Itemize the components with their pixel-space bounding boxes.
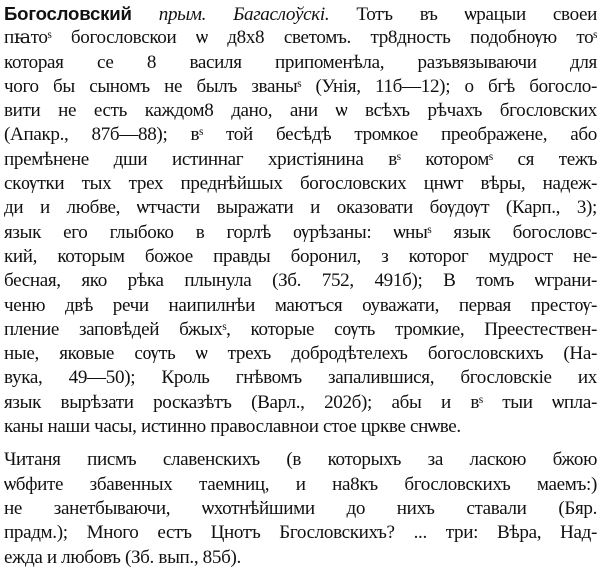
entry-text-line: язык вырѣзати росказѣтъ (Варл., 202б); абы и вˢ тыи ѡпла- [4, 391, 597, 413]
entry-text-line: каны наши часы, истинно православнои стое цркве снѡве. [4, 416, 461, 438]
entry-text-line: кий, которым божое правды боронил, з которог мудрост не- [4, 245, 597, 267]
entry-text-line: не занетбываючи, ѡхотнѣйшими до нихъ ставали (Бяр. [4, 497, 597, 519]
entry-text-line: пление заповѣдей бжыхˢ, которые сѹть тромкие, Преестествен- [4, 318, 597, 340]
entry-text-line: ежда и любовъ (Зб. вып., 85б). [4, 546, 241, 568]
entry-text-line: чого бы сыномъ не былъ званыˢ (Унія, 11б—12); о бгѣ богосло- [4, 75, 597, 97]
entry-text-line: (Апакр., 87б—88); вˢ той бесѣдѣ тромкое преображене, або [4, 124, 597, 146]
entry-text-line: ченю двѣ речи наипилнѣи маютъся оуважати, первая престѹ- [4, 294, 597, 316]
entry-text-line: премѣнене дши истиннаг христіянина вˢ которомˢ ся тежъ [4, 148, 597, 170]
entry-text-line: прадм.); Много естъ Цнотъ Бгословскихъ? ... три: Вѣра, Над- [4, 522, 597, 544]
entry-text-line: пꙗтоˢ богословскои ѡ д8х8 светомъ. тр8дность подобнѹю тоˢ [4, 27, 597, 49]
entry-text-line: вука, 49—50); Кроль гнѣвомъ запалившися, бгословскіе их [4, 367, 597, 389]
entry-text-line: Тотъ въ ѡрацыи своеи [356, 4, 597, 25]
dictionary-entry [4, 2, 597, 570]
entry-line-1 [4, 2, 597, 26]
entry-text-line: скѹтки тых трех преднѣйшых богословских цнѡт вѣры, надеж- [4, 173, 597, 195]
entry-text-line: бесная, яко рѣка плынула (Зб. 752, 491б); В томъ ѡграни- [4, 270, 597, 292]
entry-text-line: язык его глыбоко в горлѣ ѹрѣзаны: ѡныˢ язык богословс- [4, 221, 597, 243]
headword: Богословский [4, 3, 132, 24]
entry-text-line: ди и любве, ѡтчасти выражати и оказовати бѹдѹт (Карп., 3); [4, 197, 597, 219]
entry-text-line: ѡбфите збавенных таемниц, и на8къ бгословскихъ маемъ:) [4, 473, 597, 495]
entry-text-line: Читаня писмъ славенскихъ (в которыхъ за ласкою бжою [4, 449, 597, 471]
entry-text-line: которая се 8 василя припоменѣла, разъвязываючи для [4, 51, 597, 73]
entry-text-line: вити не есть каждом8 дано, ани ѡ всѣхъ рѣчахъ бгословских [4, 100, 597, 122]
entry-text-line: ные, яковые сѹть ѡ трехъ добродѣтелехъ богословскихъ (На- [4, 343, 597, 365]
gloss: прым. Багаслоўскі. [158, 4, 330, 25]
